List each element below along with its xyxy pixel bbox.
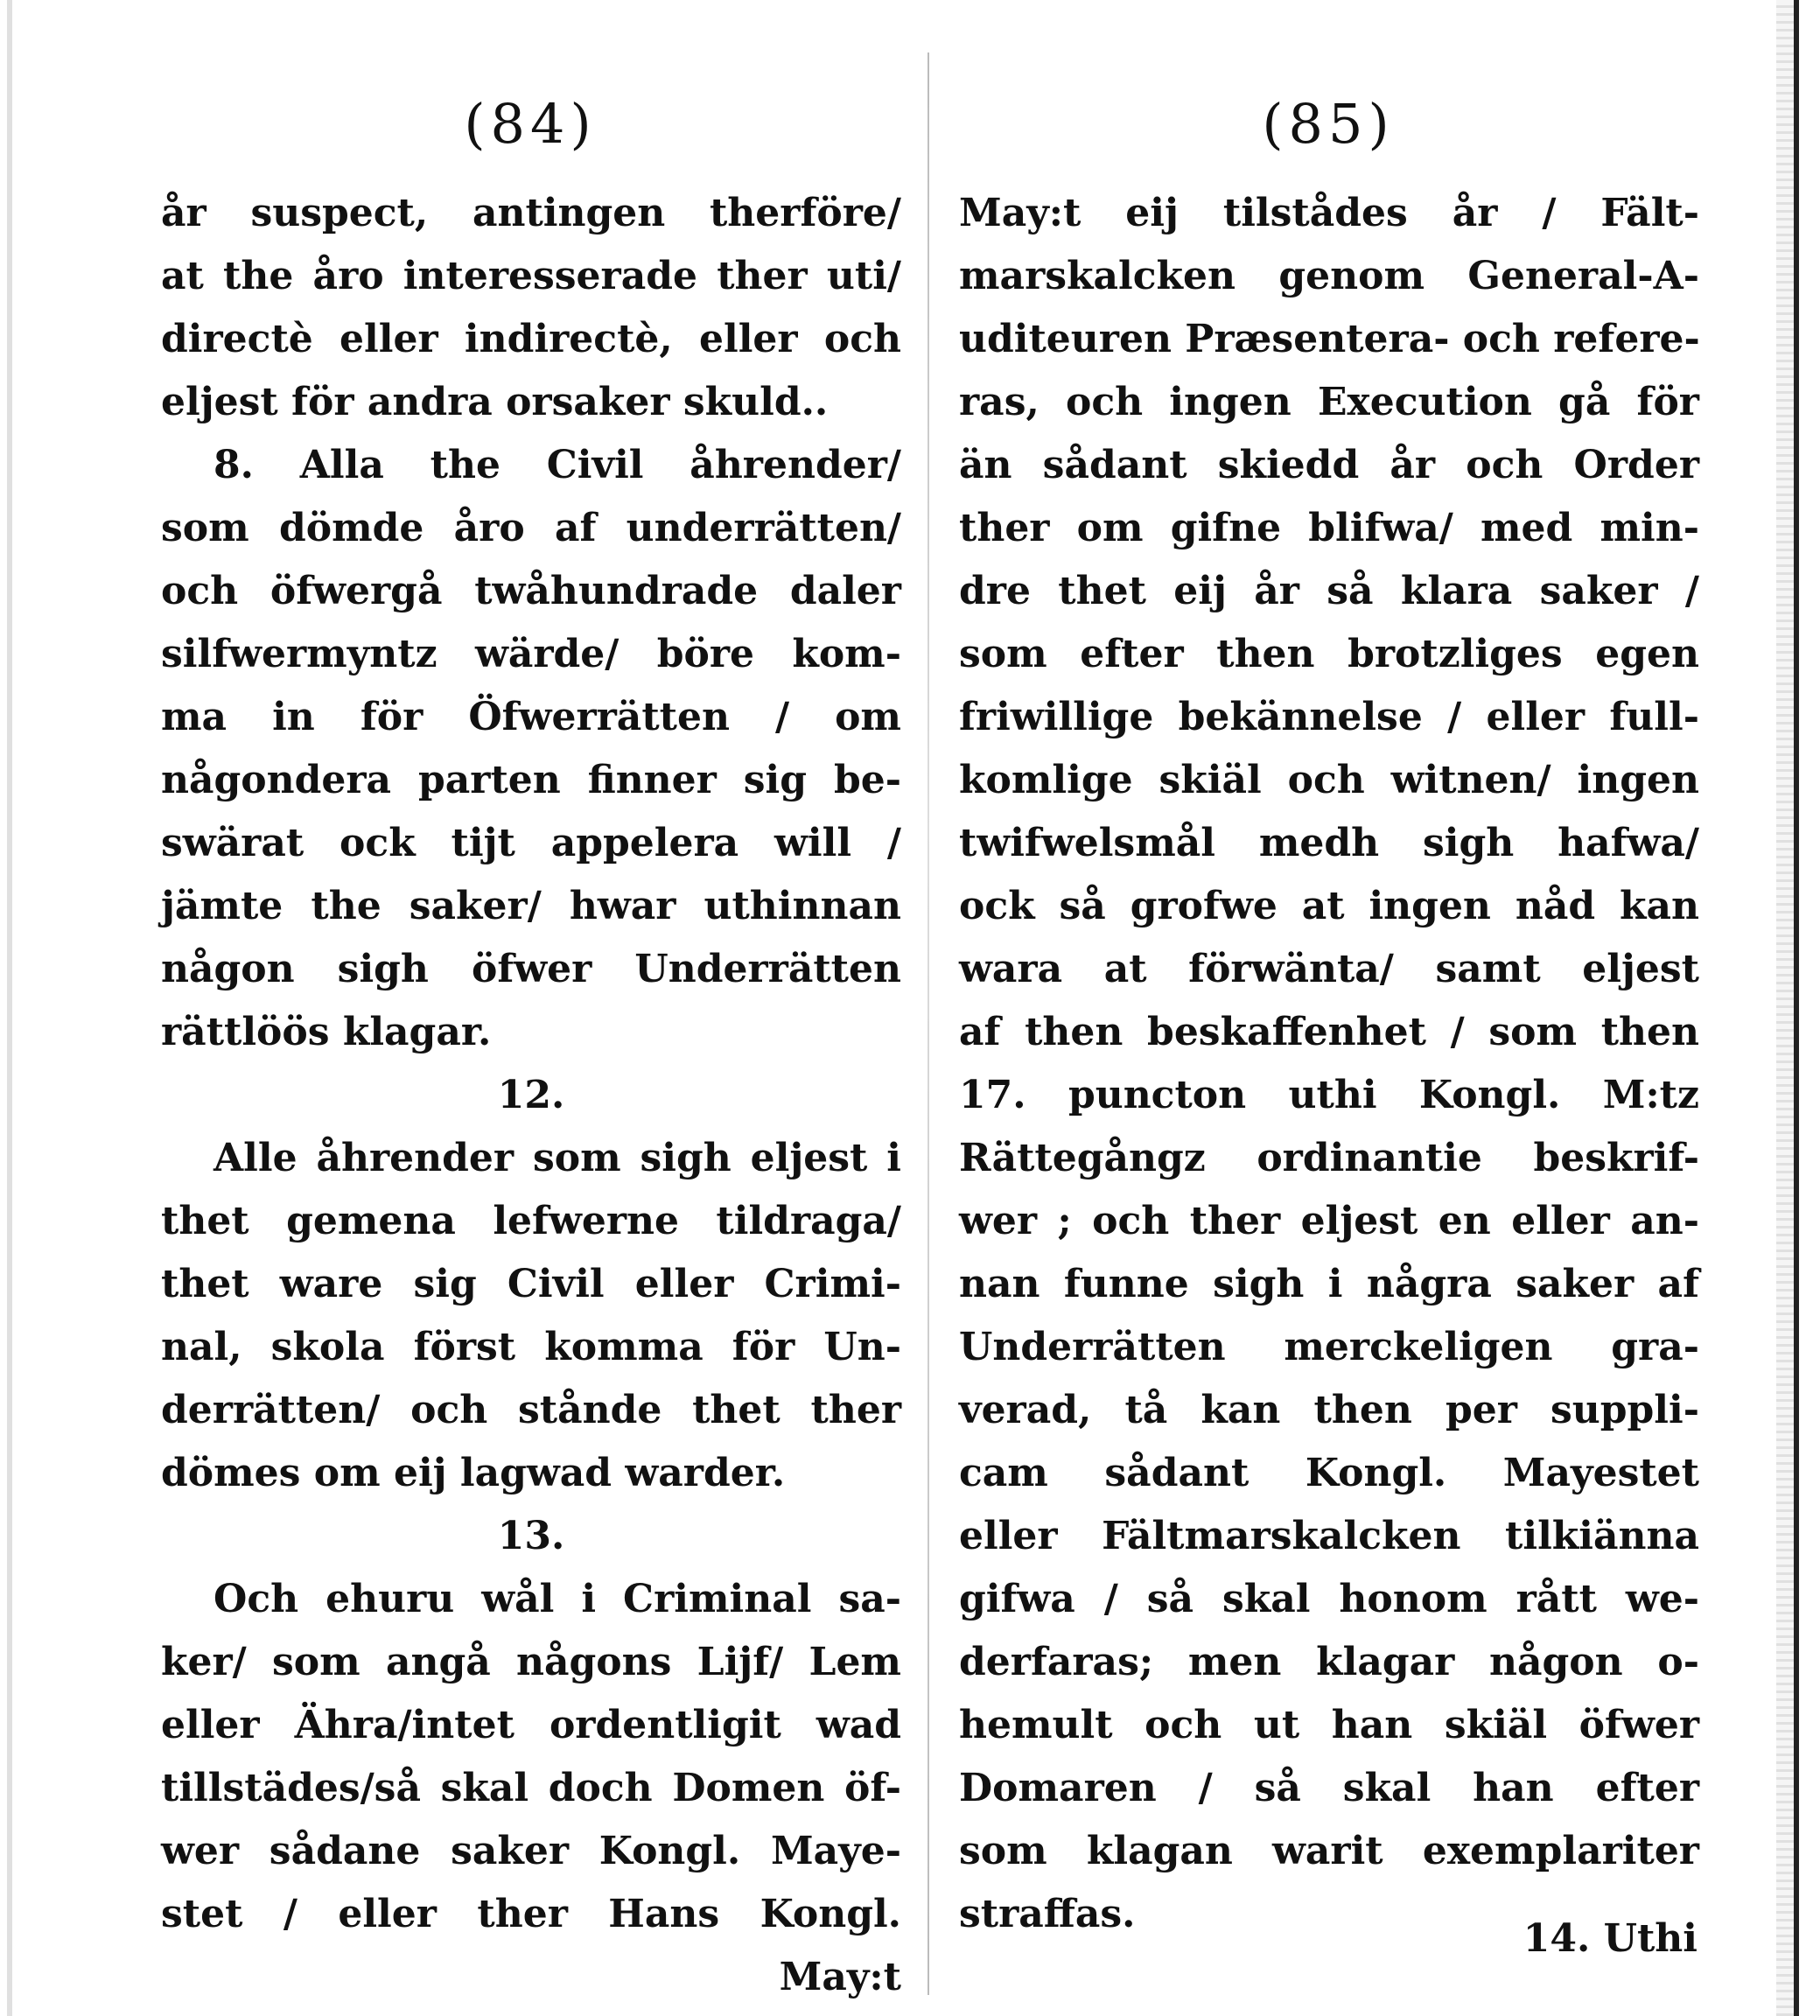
text-line: wer ; och ther eljest en eller an- xyxy=(959,1199,1699,1243)
text-line: May:t eij tilstådes år / Fält- xyxy=(959,191,1699,235)
left-page-text xyxy=(161,182,901,2009)
text-line: 17. puncton uthi Kongl. M:tz xyxy=(959,1073,1699,1117)
text-line: twifwelsmål medh sigh hafwa/ xyxy=(959,821,1699,865)
text-line: Rättegångz ordinantie beskrif- xyxy=(959,1136,1699,1180)
page-edge-right xyxy=(1776,0,1794,2016)
text-line: marskalcken genom General-A- xyxy=(959,254,1699,298)
text-line: friwillige bekännelse / eller full- xyxy=(959,695,1699,739)
text-line: rättlöös klagar. xyxy=(161,1010,492,1054)
text-line: ras, och ingen Execution gå för xyxy=(959,380,1699,424)
text-line: ther om gifne blifwa/ med min- xyxy=(959,506,1699,550)
text-line: som klagan warit exemplariter xyxy=(959,1829,1699,1873)
text-line: thet gemena lefwerne tildraga/ xyxy=(161,1199,901,1243)
catchword: 14. Uthi xyxy=(1522,1916,1698,1961)
text-line: uditeuren Præsentera- och refere- xyxy=(959,317,1700,361)
text-line: som dömde åro af underrätten/ xyxy=(161,506,901,550)
text-line: någon sigh öfwer Underrätten xyxy=(161,947,901,991)
text-line: år suspect, antingen therföre/ xyxy=(161,191,901,235)
page-edge-left xyxy=(7,0,12,2016)
text-line: derrätten/ och stånde thet ther xyxy=(161,1388,901,1432)
text-line: wara at förwänta/ samt eljest xyxy=(959,947,1699,991)
text-line: eller Fältmarskalcken tilkiänna xyxy=(959,1514,1699,1558)
text-line: som efter then brotzliges egen xyxy=(959,632,1699,676)
text-line: stet / eller ther Hans Kongl. xyxy=(161,1892,901,1936)
text-line: Och ehuru wål i Criminal sa- xyxy=(214,1577,901,1621)
page-number-right: (85) xyxy=(1262,92,1395,156)
text-line: någondera parten finner sig be- xyxy=(161,758,901,802)
text-line: nan funne sigh i några saker af xyxy=(959,1262,1699,1306)
text-line: derfaras; men klagar någon o- xyxy=(959,1640,1699,1684)
gutter-divider xyxy=(928,52,929,1995)
text-line: ma in för Öfwerrätten / om xyxy=(161,695,901,739)
text-line: eljest för andra orsaker skuld.. xyxy=(161,380,829,424)
text-line: Underrätten merckeligen gra- xyxy=(959,1325,1699,1369)
text-line: thet ware sig Civil eller Crimi- xyxy=(161,1262,901,1306)
text-line: wer sådane saker Kongl. Maye- xyxy=(161,1829,901,1873)
text-line: jämte the saker/ hwar uthinnan xyxy=(161,884,901,928)
text-line: straffas. xyxy=(959,1892,1136,1936)
text-line: Alle åhrender som sigh eljest i xyxy=(214,1136,901,1180)
text-line: 12. xyxy=(497,1073,565,1117)
text-line: verad, tå kan then per suppli- xyxy=(959,1388,1699,1432)
text-line: hemult och ut han skiäl öfwer xyxy=(959,1703,1699,1747)
text-line: 13. xyxy=(497,1514,565,1558)
text-line: ker/ som angå någons Lijf/ Lem xyxy=(161,1640,901,1684)
text-line: silfwermyntz wärde/ böre kom- xyxy=(161,632,901,676)
text-line: eller Ähra/intet ordentligit wad xyxy=(161,1703,901,1747)
text-line: 8. Alla the Civil åhrender/ xyxy=(214,443,901,487)
text-line: swärat ock tijt appelera will / xyxy=(161,821,901,865)
text-line: tillstädes/så skal doch Domen öf- xyxy=(161,1766,901,1810)
text-line: gifwa / så skal honom rått we- xyxy=(959,1577,1699,1621)
text-line: directè eller indirectè, eller och xyxy=(161,317,901,361)
text-line: dre thet eij år så klara saker / xyxy=(959,569,1699,613)
text-line: May:t xyxy=(779,1955,901,1999)
text-line: nal, skola först komma för Un- xyxy=(161,1325,901,1369)
text-line: och öfwergå twåhundrade daler xyxy=(161,569,901,613)
page-number-left: (84) xyxy=(464,92,597,156)
text-line: at the åro interesserade ther uti/ xyxy=(161,254,901,298)
right-page-text xyxy=(959,182,1699,1946)
text-line: ock så grofwe at ingen nåd kan xyxy=(959,884,1699,928)
text-line: än sådant skiedd år och Order xyxy=(959,443,1699,487)
binding-edge xyxy=(1794,0,1799,2016)
text-line: af then beskaffenhet / som then xyxy=(959,1010,1699,1054)
text-line: komlige skiäl och witnen/ ingen xyxy=(959,758,1699,802)
text-line: cam sådant Kongl. Mayestet xyxy=(959,1451,1699,1495)
text-line: Domaren / så skal han efter xyxy=(959,1766,1699,1810)
text-line: dömes om eij lagwad warder. xyxy=(161,1451,786,1495)
